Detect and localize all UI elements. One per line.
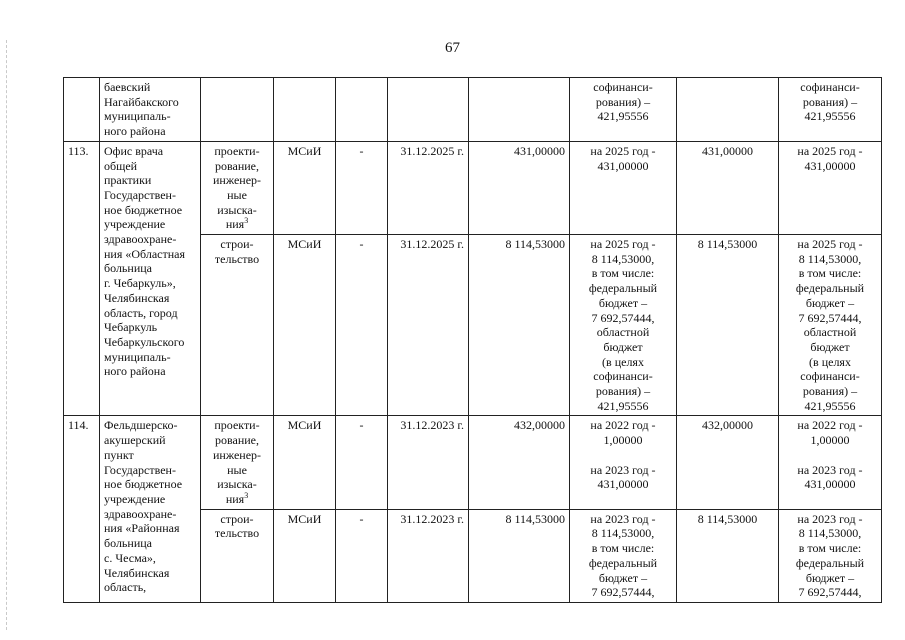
cost-cell: 8 114,53000: [469, 235, 570, 416]
customer-cell: [274, 78, 336, 142]
work-type-cell: строи- тельство: [201, 235, 274, 416]
work-type-cell: строи- тельство: [201, 509, 274, 602]
funding-cell: софинанси- рования) – 421,95556: [570, 78, 677, 142]
cost-cell: 432,00000: [469, 416, 570, 509]
amount-cell: [677, 78, 779, 142]
customer-cell: МСиИ: [274, 509, 336, 602]
funding-cell: на 2025 год - 431,00000: [570, 141, 677, 234]
customer-cell: МСиИ: [274, 141, 336, 234]
row-number-cell: [64, 78, 100, 142]
customer-cell: МСиИ: [274, 235, 336, 416]
cost-cell: [469, 78, 570, 142]
deadline-cell: 31.12.2025 г.: [388, 235, 469, 416]
table-row: [64, 416, 882, 509]
deadline-cell: [388, 78, 469, 142]
amount-cell: 8 114,53000: [677, 235, 779, 416]
funding-cell: на 2025 год - 8 114,53000, в том числе: федеральный бюджет – 7 692,57444, областной бюджет (в целях софинанси- рования) – 421,95556: [570, 235, 677, 416]
deadline-cell: 31.12.2023 г.: [388, 416, 469, 509]
funding-cell-2: на 2023 год - 8 114,53000, в том числе: федеральный бюджет – 7 692,57444,: [779, 509, 882, 602]
funding-cell-2: на 2025 год - 431,00000: [779, 141, 882, 234]
funding-cell: на 2022 год - 1,00000 на 2023 год - 431,00000: [570, 416, 677, 509]
amount-cell: 431,00000: [677, 141, 779, 234]
funding-cell-2: на 2022 год - 1,00000 на 2023 год - 431,00000: [779, 416, 882, 509]
capacity-cell: [336, 78, 388, 142]
object-name-cell: Фельдшерско- акушерский пункт Государствен- ное бюджетное учреждение здравоохране- ния «Районная больница с. Чесма», Челябинская область,: [100, 416, 201, 602]
capacity-cell: -: [336, 416, 388, 509]
funding-cell-2: софинанси- рования) – 421,95556: [779, 78, 882, 142]
capacity-cell: -: [336, 509, 388, 602]
objects-table: [63, 77, 882, 603]
work-type-cell: проекти- рование, инженер- ные изыска- ния$^3$: [201, 416, 274, 509]
funding-cell-2: на 2025 год - 8 114,53000, в том числе: федеральный бюджет – 7 692,57444, областной бюджет (в целях софинанси- рования) – 421,95556: [779, 235, 882, 416]
cost-cell: 8 114,53000: [469, 509, 570, 602]
table-row: [64, 141, 882, 234]
scan-edge-line: [6, 40, 8, 630]
capacity-cell: -: [336, 141, 388, 234]
customer-cell: МСиИ: [274, 416, 336, 509]
row-number-cell: 114.: [64, 416, 100, 602]
cost-cell: 431,00000: [469, 141, 570, 234]
amount-cell: 432,00000: [677, 416, 779, 509]
footnote-mark: 3: [244, 490, 249, 500]
funding-cell: на 2023 год - 8 114,53000, в том числе: федеральный бюджет – 7 692,57444,: [570, 509, 677, 602]
deadline-cell: 31.12.2023 г.: [388, 509, 469, 602]
row-number-cell: 113.: [64, 141, 100, 416]
deadline-cell: 31.12.2025 г.: [388, 141, 469, 234]
work-type-cell: [201, 78, 274, 142]
amount-cell: 8 114,53000: [677, 509, 779, 602]
table-row: [64, 78, 882, 142]
object-name-cell: Офис врача общей практики Государствен- ное бюджетное учреждение здравоохране- ния «Областная больница г. Чебаркуль», Челябинская область, город Чебаркуль Чебаркульского муниципаль- ного района: [100, 141, 201, 416]
capacity-cell: -: [336, 235, 388, 416]
object-name-cell: баевский Нагайбакского муниципаль- ного района: [100, 78, 201, 142]
work-type-cell: проекти- рование, инженер- ные изыска- ния$^3$: [201, 141, 274, 234]
page-number: 67: [445, 40, 460, 56]
footnote-mark: 3: [244, 216, 249, 226]
